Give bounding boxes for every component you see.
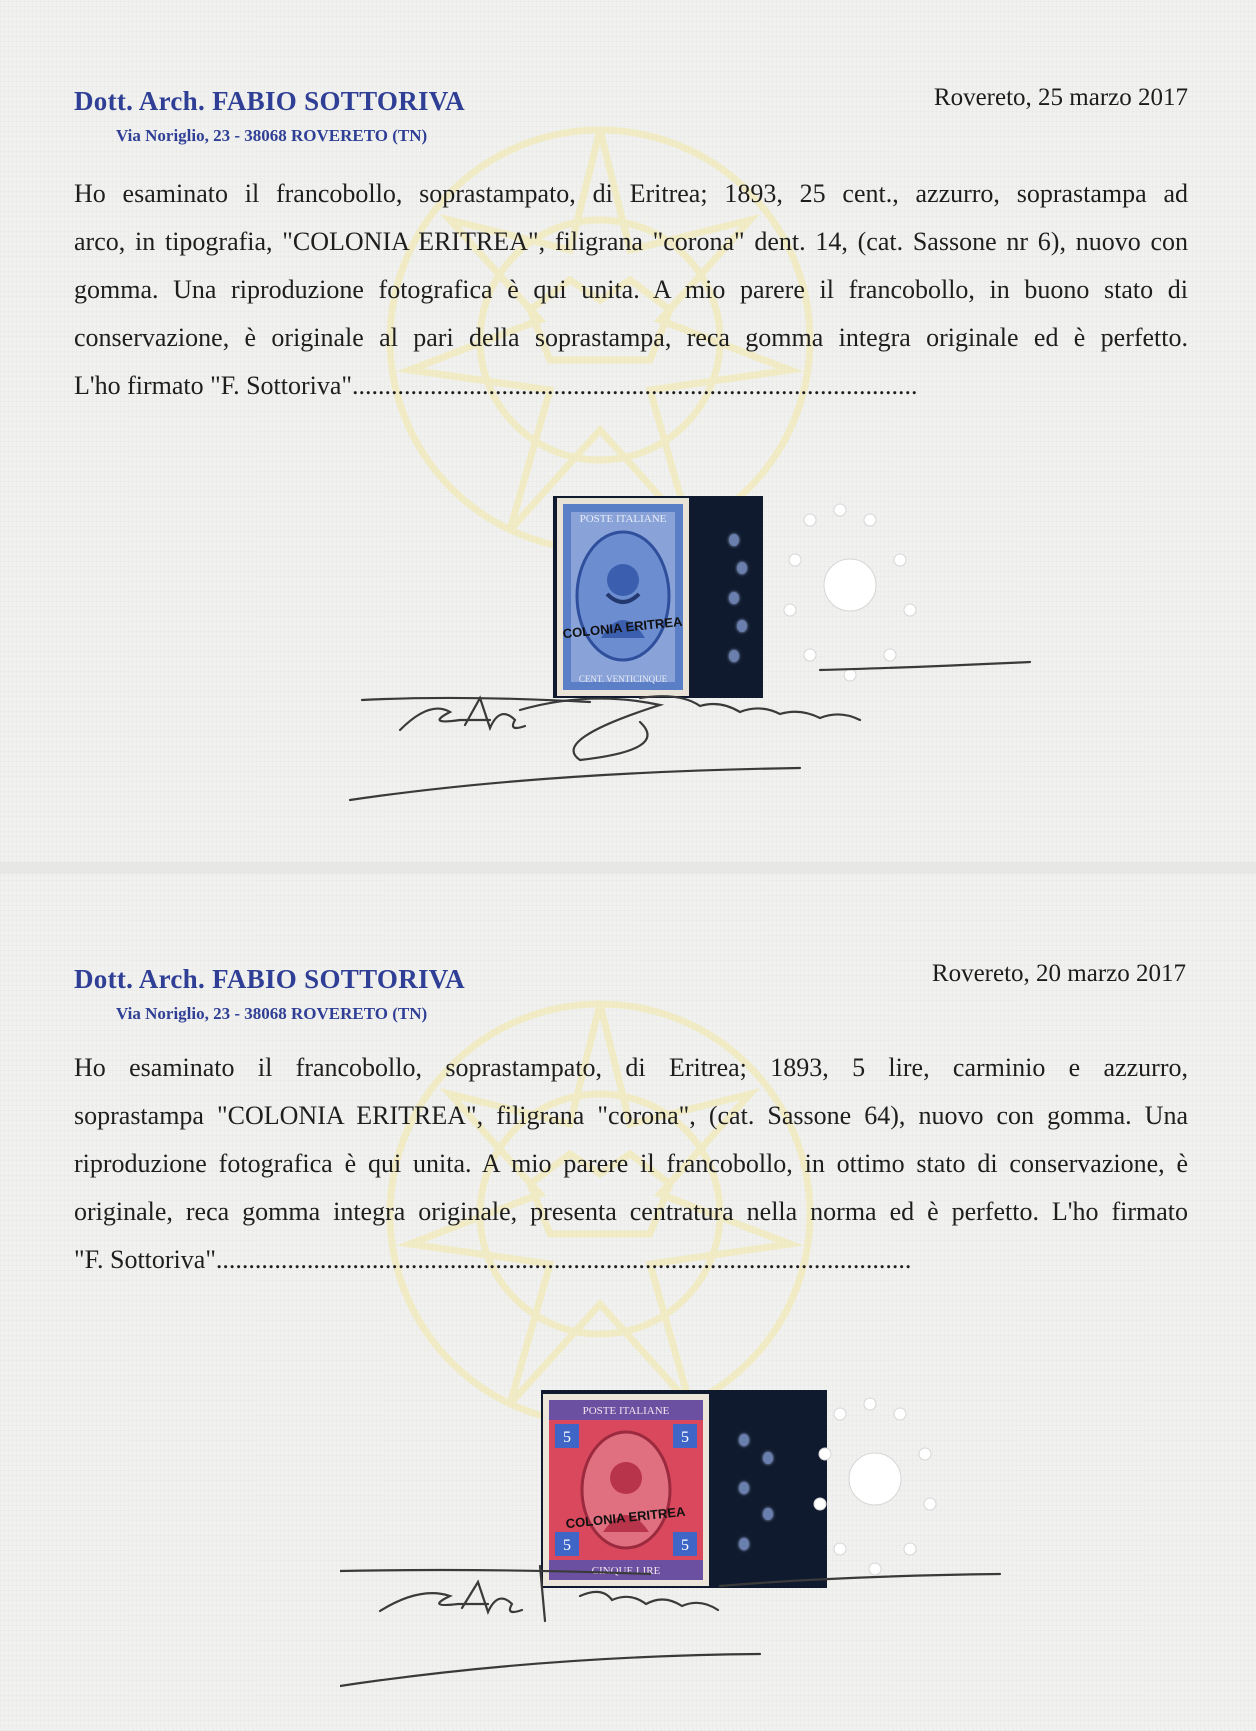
stamp-value: 5: [563, 1429, 571, 1446]
issuer-name: Dott. Arch. FABIO SOTTORIVA: [74, 86, 465, 116]
body-line: arco, in tipografia, "COLONIA ERITREA", filigrana "corona" dent. 14, (cat. Sassone nr 6), nuovo con: [74, 227, 1188, 256]
certificate-date: Rovereto, 25 marzo 2017: [933, 84, 1188, 111]
body-line: riproduzione fotografica è qui unita. A mio parere il francobollo, in ottimo stato di conservazione, è: [74, 1149, 1188, 1178]
certificate-2: [0, 874, 1256, 1731]
stamp-top-text: POSTE ITALIANE: [579, 513, 667, 525]
stamp-value: 5: [681, 1429, 689, 1446]
signature: [340, 650, 1040, 820]
perforation-hole: [737, 620, 747, 632]
body-line: "F. Sottoriva"...........................................................................................................: [74, 1245, 912, 1274]
stamp-overprint: COLONIA ERITREA: [565, 1503, 687, 1532]
certificate-body: [74, 170, 1188, 410]
signature: [340, 1546, 1040, 1716]
issuer-block: [74, 86, 465, 146]
issuer-address: Via Noriglio, 23 - 38068 ROVERETO (TN): [116, 126, 428, 145]
body-line: Ho esaminato il francobollo, soprastampato, di Eritrea; 1893, 25 cent., azzurro, soprastampa ad: [74, 179, 1188, 208]
body-line: gomma. Una riproduzione fotografica è qui unita. A mio parere il francobollo, in buono stato di: [74, 275, 1188, 304]
certificate-body: [74, 1044, 1188, 1284]
body-line: conservazione, è originale al pari della soprastampa, reca gomma integra originale ed è perfetto.: [74, 323, 1188, 352]
stamp-top-text: POSTE ITALIANE: [582, 1405, 670, 1417]
stamp-overprint: COLONIA ERITREA: [562, 613, 684, 642]
perforation-hole: [739, 1482, 749, 1494]
perforation-hole: [729, 534, 739, 546]
perforation-hole: [739, 1434, 749, 1446]
issuer-name: Dott. Arch. FABIO SOTTORIVA: [74, 964, 465, 994]
stamp-bottom-text: CENT. VENTICINQUE: [578, 674, 668, 684]
stamp-value: 5: [681, 1537, 689, 1554]
perforation-hole: [763, 1452, 773, 1464]
certificate-date: Rovereto, 20 marzo 2017: [931, 960, 1186, 987]
certificate-1: [0, 0, 1256, 864]
stamp-bottom-text: CINQUE LIRE: [591, 1565, 661, 1577]
body-line: originale, reca gomma integra originale, presenta centratura nella norma ed è perfetto. L'ho firmato: [74, 1197, 1188, 1226]
body-line: soprastampa "COLONIA ERITREA", filigrana "corona", (cat. Sassone 64), nuovo con gomma. Una: [74, 1101, 1188, 1130]
issuer-block: [74, 964, 465, 1024]
stamp-value: 5: [563, 1537, 571, 1554]
body-line: L'ho firmato "F. Sottoriva".......................................................................................: [74, 371, 918, 400]
body-line: Ho esaminato il francobollo, soprastampato, di Eritrea; 1893, 5 lire, carminio e azzurro,: [74, 1053, 1188, 1082]
perforation-hole: [737, 562, 747, 574]
perforation-hole: [729, 592, 739, 604]
issuer-address: Via Noriglio, 23 - 38068 ROVERETO (TN): [116, 1004, 428, 1023]
perforation-hole: [763, 1508, 773, 1520]
